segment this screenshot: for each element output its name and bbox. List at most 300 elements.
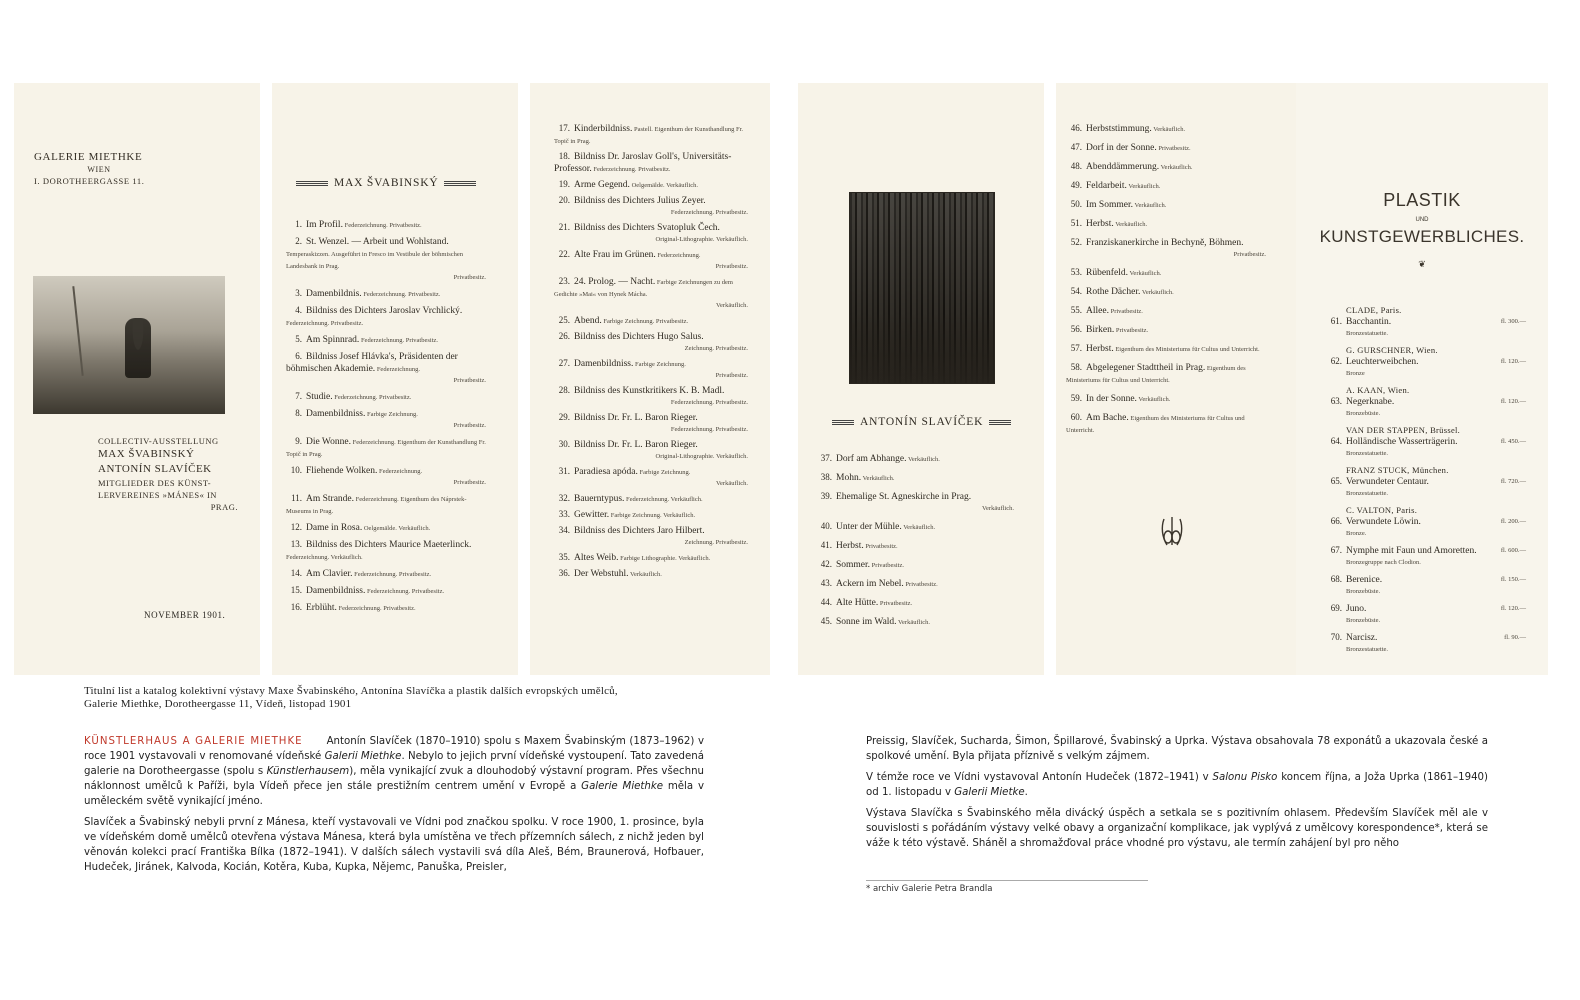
catalog-page-slavicek-1 [798,83,1044,675]
entry-number: 34. [558,525,570,535]
entry-number: 40. [820,521,832,531]
entry-ownership: Federzeichnung. Privatbesitz. [670,426,748,433]
entry-description: Farbige Zeichnung. Verkäuflich. [609,512,696,519]
catalog-entry [1066,305,1266,317]
catalog-list [554,123,748,584]
caption-line-2: Galerie Miethke, Dorotheergasse 11, Vídeň, listopad 1901 [84,697,352,710]
entry-title: Bildniss Josef Hlávka's, Präsidenten der böhmischen Akademie. [286,352,458,374]
catalog-entry [286,568,486,580]
entry-description: Federzeichnung. Privatbesitz. [359,337,439,344]
entry-ownership: Original-Lithographie. Verkäuflich. [655,453,748,460]
catalog-entry [286,602,486,614]
entry-title: Sommer. [836,560,871,570]
entry-description: Privatbesitz. [1108,308,1143,315]
catalog-entry [554,331,748,354]
entry-number: 70. [1330,632,1342,642]
catalog-entry [1066,362,1266,386]
plastik-entry [1326,345,1526,379]
entry-price: fl. 300.— [1500,318,1526,325]
catalog-entry [554,385,748,408]
catalog-entry [1066,412,1266,436]
entry-description: Privatbesitz. [1156,145,1191,152]
entry-title: Leuchterweibchen. [1346,357,1419,367]
exhibition-line: COLLECTIV-AUSSTELLUNG [98,436,219,446]
entry-title: Im Sommer. [1086,200,1133,210]
entry-number: 14. [290,568,302,578]
entry-ownership: Privatbesitz. [1233,251,1266,258]
entry-title: Im Profil. [306,220,343,230]
plastik-title [1296,190,1548,270]
catalog-entry [816,559,1014,571]
entry-number: 21. [558,222,570,232]
text-run: . [1024,787,1028,798]
entry-title: Verwundeter Centaur. [1346,477,1429,487]
catalog-entry [554,525,748,548]
entry-description: Farbige Zeichnungen zu dem Gedichte »Mai« von Hynek Mácha. [554,279,733,298]
forest-painting-image [849,192,995,384]
entry-number: 63. [1330,396,1342,406]
entry-description: Federzeichnung. Privatbesitz. [332,394,412,401]
text-run: měla v uměleckém světě vynikající jméno. [84,781,704,807]
catalog-entry [1066,267,1266,279]
entry-number: 30. [558,439,570,449]
plastik-title-a: PLASTIK [1383,190,1461,210]
entry-ownership: Verkäuflich. [716,302,748,309]
entry-title: Bildniss des Dichters Svatopluk Čech. [574,223,720,233]
entry-title: Bildniss des Dichters Jaro Hilbert. [574,526,705,536]
entry-number: 58. [1070,362,1082,372]
catalog-entry [1066,180,1266,192]
text-run: ), měla vynikající zvuk a dlouhodobý výstavní program. Přes všechnu náklonnost umělců k Paříži, byla Vídeň přece jen stále prestižním centrem umění v Evropě a [84,766,704,792]
entry-title: Dorf in der Sonne. [1086,143,1157,153]
catalog-entry [554,358,748,381]
entry-title: Birken. [1086,325,1115,335]
entry-title: Die Wonne. [306,437,351,447]
catalog-entry [1066,393,1266,405]
entry-number: 33. [558,509,570,519]
entry-title: Am Clavier. [306,569,353,579]
painting-figure [125,318,151,378]
catalog-page-slavicek-2 [1056,83,1296,675]
entry-title: Abgelegener Stadttheil in Prag. [1086,363,1206,373]
entry-title: Bacchantin. [1346,317,1392,327]
entry-title: Am Strande. [306,494,355,504]
text-run: V témže roce ve Vídni vystavoval Antonín Hudeček (1872–1941) v [866,772,1213,783]
catalog-list [1326,305,1526,661]
entry-number: 67. [1330,545,1342,555]
catalog-entry [1066,324,1266,336]
entry-title: In der Sonne. [1086,394,1137,404]
entry-number: 29. [558,412,570,422]
entry-title: Bildniss des Kunstkritikers K. B. Madl. [574,386,725,396]
catalog-entry [1066,343,1266,355]
entry-description: Eigenthum des Ministeriums für Cultus und Unterricht. [1066,365,1246,384]
entry-price: fl. 120.— [1500,358,1526,365]
entry-description: Bronzestatuette. [1346,490,1389,497]
entry-title: Abenddämmerung. [1086,162,1160,172]
entry-title: Holländische Wasserträgerin. [1346,437,1458,447]
entry-description: Bronzestatuette. [1346,450,1389,457]
entry-description: Bronzestatuette. [1346,646,1389,653]
entry-number: 37. [820,453,832,463]
artist-name: A. KAAN, Wien. [1346,385,1410,395]
catalog-entry [816,472,1014,484]
catalog-entry [286,351,486,386]
catalog-date: NOVEMBER 1901. [144,610,226,620]
entry-number: 60. [1070,412,1082,422]
entry-description: Privatbesitz. [878,600,913,607]
entry-description: Verkäuflich. [1140,289,1174,296]
catalog-entry [1066,237,1266,260]
entry-title: Negerknabe. [1346,397,1395,407]
entry-number: 25. [558,315,570,325]
footnote: * archiv Galerie Petra Brandla [866,884,993,894]
exhibition-title-block [98,435,238,513]
entry-description: Federzeichnung. Eigenthum der Kunsthandlung Fr. Topič in Prag. [286,439,486,458]
catalog-entry [816,540,1014,552]
entry-number: 10. [290,465,302,475]
entry-number: 7. [295,391,302,401]
exhibition-line: MITGLIEDER DES KÜNST- [98,478,212,488]
catalog-entry [554,179,748,191]
entry-ownership: Privatbesitz. [453,422,486,429]
heading-rule-right [989,420,1011,425]
entry-number: 51. [1070,218,1082,228]
catalog-entry [1066,123,1266,135]
entry-price: fl. 600.— [1500,547,1526,554]
entry-number: 49. [1070,180,1082,190]
entry-description: Verkäuflich. [1113,221,1148,228]
entry-number: 46. [1070,123,1082,133]
catalog-entry [286,391,486,403]
entry-number: 36. [558,568,570,578]
entry-description: Farbige Lithographie. Verkäuflich. [618,555,711,562]
catalog-entry [554,439,748,462]
text-italic: Galerii Miethke [324,751,402,762]
plastik-entry [1326,545,1526,568]
catalog-entry [554,315,748,327]
entry-description: Farbige Zeichnung. Privatbesitz. [601,318,689,325]
entry-title: Bauerntypus. [574,494,625,504]
entry-title: 24. Prolog. — Nacht. [574,277,656,287]
heading-rule-left [832,420,854,425]
entry-description: Federzeichnung. [377,468,423,475]
catalog-entry [1066,142,1266,154]
entry-ownership: Zeichnung. Privatbesitz. [684,345,748,352]
text-run: Antonín Slavíček (1870–1910) spolu s Maxem Švabinským (1873–1962) v roce 1901 vystavovali v renomované vídeňské [84,736,704,762]
text-run: . Nebylo to jejich první vídeňské vystoupení. Tato zavedená galerie na Dorotheergasse (spolu s [84,751,704,777]
entry-description: Farbige Zeichnung. [633,361,686,368]
entry-description: Verkäuflich. [901,524,936,531]
entry-number: 55. [1070,305,1082,315]
catalog-entry [554,509,748,521]
entry-title: Altes Weib. [574,553,619,563]
entry-number: 13. [290,539,302,549]
entry-ownership: Privatbesitz. [715,263,748,270]
catalog-entry [554,249,748,272]
entry-title: Herbststimmung. [1086,124,1152,134]
entry-description: Verkäuflich. [1127,270,1162,277]
catalog-list [816,453,1014,635]
entry-description: Federzeichnung. Privatbesitz. [352,571,432,578]
entry-number: 18. [558,151,570,161]
entry-description: Eigenthum des Ministeriums für Cultus und Unterricht. [1113,346,1260,353]
entry-title: Feldarbeit. [1086,181,1127,191]
entry-description: Bronzebüste. [1346,588,1381,595]
entry-title: Ehemalige St. Agneskirche in Prag. [836,492,972,502]
entry-number: 23. [558,276,570,286]
entry-number: 47. [1070,142,1082,152]
entry-ownership: Original-Lithographie. Verkäuflich. [655,236,748,243]
exhibition-line: ANTONÍN SLAVÍČEK [98,463,212,475]
entry-number: 65. [1330,476,1342,486]
entry-number: 22. [558,249,570,259]
entry-number: 31. [558,466,570,476]
gallery-name: GALERIE MIETHKE [34,151,143,163]
catalog-entry [286,219,486,231]
entry-title: Bildniss des Dichters Hugo Salus. [574,332,704,342]
entry-number: 1. [295,219,302,229]
entry-title: Unter der Mühle. [836,522,902,532]
heading-rule-right [444,181,476,186]
entry-description: Federzeichnung. Verkäuflich. [286,554,363,561]
entry-number: 38. [820,472,832,482]
entry-number: 62. [1330,356,1342,366]
entry-number: 42. [820,559,832,569]
catalog-entry [1066,161,1266,173]
entry-ownership: Privatbesitz. [453,274,486,281]
plastik-entry [1326,574,1526,597]
entry-title: Nymphe mit Faun und Amoretten. [1346,546,1477,556]
entry-description: Oelgemälde. Verkäuflich. [362,525,431,532]
entry-title: Studie. [306,392,333,402]
artist-name: G. GURSCHNER, Wien. [1346,345,1438,355]
entry-description: Verkäuflich. [1159,164,1193,171]
entry-title: Damenbildniss. [574,359,634,369]
ornament-icon: ❦ [1418,259,1426,269]
entry-title: Berenice. [1346,575,1383,585]
catalog-entry [286,408,486,431]
entry-title: Mohn. [836,473,862,483]
catalog-entry [286,522,486,534]
entry-number: 44. [820,597,832,607]
entry-number: 43. [820,578,832,588]
entry-number: 32. [558,493,570,503]
entry-title: Franziskanerkirche in Bechyně, Böhmen. [1086,238,1244,248]
entry-title: Paradiesa apóda. [574,467,638,477]
catalog-entry [816,453,1014,465]
catalog-entry [286,236,486,283]
section-heading-svabinsky [296,177,476,189]
artist-name: VAN DER STAPPEN, Brüssel. [1346,425,1461,435]
entry-title: Damenbildniss. [306,586,366,596]
entry-number: 56. [1070,324,1082,334]
entry-description: Verkäuflich. [906,456,940,463]
entry-title: Bildniss Dr. Fr. L. Baron Rieger. [574,440,698,450]
entry-number: 57. [1070,343,1082,353]
entry-number: 15. [290,585,302,595]
entry-number: 11. [291,493,302,503]
catalog-page-svabinsky-1 [272,83,518,675]
plastik-entry [1326,505,1526,539]
catalog-entry [554,412,748,435]
title-painting-image [33,276,225,414]
entry-description: Federzeichnung. Privatbesitz. [591,166,671,173]
entry-price: fl. 90.— [1504,634,1526,641]
catalog-entry [816,521,1014,533]
entry-number: 61. [1330,316,1342,326]
entry-price: fl. 150.— [1500,576,1526,583]
entry-description: Federzeichnung. Privatbesitz. [365,588,445,595]
entry-description: Temperaskizzen. Ausgeführt in Fresco im Vestibule der böhmischen Landesbank in Prag. [286,251,464,270]
entry-description: Federzeichnung. Eigenthum des Náprstek-Museums in Prag. [286,496,467,515]
entry-title: Kinderbildniss. [574,124,633,134]
catalog-entry [816,491,1014,514]
entry-number: 9. [295,436,302,446]
entry-number: 5. [295,334,302,344]
entry-title: Juno. [1346,604,1367,614]
entry-price: fl. 200.— [1500,518,1526,525]
entry-price: fl. 720.— [1500,478,1526,485]
text-run: koncem října, a Joža Uprka (1861–1940) od 1. listopadu v [866,772,1489,798]
catalog-entry [286,436,486,460]
entry-ownership: Verkäuflich. [982,505,1014,512]
heading-rule-left [296,181,328,186]
plastik-entry [1326,603,1526,626]
entry-number: 20. [558,195,570,205]
catalog-page-plastik [1296,83,1548,675]
entry-description: Federzeichnung. Privatbesitz. [361,291,441,298]
entry-title: Am Bache. [1086,413,1129,423]
entry-title: Bildniss des Dichters Julius Zeyer. [574,196,706,206]
entry-description: Privatbesitz. [870,562,904,569]
entry-ownership: Federzeichnung. Privatbesitz. [670,399,748,406]
entry-number: 17. [558,123,570,133]
entry-description: Verkäuflich. [1126,183,1161,190]
entry-description: Verkäuflich. [1132,202,1167,209]
entry-title: Bildniss Dr. Fr. L. Baron Rieger. [574,413,698,423]
plastik-title-b: KUNSTGEWERBLICHES. [1319,227,1525,246]
catalog-entry [554,123,748,147]
catalog-entry [554,151,748,175]
catalog-entry [1066,218,1266,230]
entry-ownership: Privatbesitz. [453,377,486,384]
heading-text: MAX ŠVABINSKÝ [334,177,439,189]
entry-description: Verkäuflich. [896,619,930,626]
catalog-page-svabinsky-2 [530,83,770,675]
text-italic: Salonu Pisko [1212,772,1278,783]
entry-title: Alte Frau im Grünen. [574,250,656,260]
entry-number: 28. [558,385,570,395]
entry-title: Dame in Rosa. [306,523,363,533]
paragraph: Výstava Slavíčka s Švabinského měla divácký úspěch a setkala se s pozitivním ohlasem. Především Slavíček měl ale v souvislosti s pořádáním výstavy velké obavy a organizační komplikace, jak vyplývá z umělcovy korespondence*, která se váže k této výstavě. Sháněl a shromažďoval práce vhodné pro výstavu, ale termín zahájení byl pro něho [866,808,1488,849]
catalog-entry [554,568,748,580]
catalog-entry [816,616,1014,628]
entry-description: Pastell. Eigenthum der Kunsthandlung Fr. Topič in Prag. [554,126,743,145]
plastik-entry [1326,425,1526,459]
plastik-entry [1326,465,1526,499]
catalog-entry [286,539,486,563]
entry-description: Federzeichnung. Privatbesitz. [342,222,422,229]
entry-title: Gewitter. [574,510,610,520]
entry-title: Der Webstuhl. [574,569,629,579]
entry-title: Bildniss des Dichters Maurice Maeterlinck. [306,540,472,550]
entry-number: 45. [820,616,832,626]
entry-number: 68. [1330,574,1342,584]
entry-description: Federzeichnung. Privatbesitz. [286,320,364,327]
entry-number: 26. [558,331,570,341]
entry-title: Fliehende Wolken. [306,466,378,476]
paragraph [866,770,1488,800]
entry-title: St. Wenzel. — Arbeit und Wohlstand. [306,237,449,247]
entry-price: fl. 450.— [1500,438,1526,445]
exhibition-line: PRAG. [210,502,238,512]
entry-description: Bronzestatuette. [1346,330,1389,337]
entry-title: Am Spinnrad. [306,335,360,345]
entry-title: Herbst. [836,541,864,551]
entry-title: Rübenfeld. [1086,268,1128,278]
entry-title: Bildniss Dr. Jaroslav Goll's, Universitäts-Professor. [554,152,732,174]
entry-title: Arme Gegend. [574,180,630,190]
gallery-title-block [34,151,164,186]
plastik-entry [1326,632,1526,655]
entry-number: 69. [1330,603,1342,613]
entry-description: Verkäuflich. [1151,126,1186,133]
exhibition-line: MAX ŠVABINSKÝ [98,448,195,460]
entry-title: Damenbildnis. [306,289,362,299]
entry-description: Eigenthum des Ministeriums für Cultus und Unterricht. [1066,415,1245,434]
artist-name: FRANZ STUCK, München. [1346,465,1449,475]
entry-description: Privatbesitz. [903,581,938,588]
entry-title: Abend. [574,316,602,326]
entry-description: Farbige Zeichnung. [637,469,691,476]
entry-description: Oelgemälde. Verkäuflich. [629,182,699,189]
entry-title: Erblüht. [306,603,337,613]
entry-description: Bronzebüste. [1346,410,1381,417]
entry-number: 19. [558,179,570,189]
entry-title: Allee. [1086,306,1109,316]
catalog-entry [286,334,486,346]
catalog-entry [816,578,1014,590]
entry-description: Bronze [1346,370,1365,377]
catalog-list [286,219,486,619]
entry-title: Ackern im Nebel. [836,579,904,589]
entry-description: Farbige Zeichnung. [365,411,418,418]
gallery-address: I. DOROTHEERGASSE 11. [34,176,145,186]
paragraph [84,734,704,809]
figure-caption [84,685,724,710]
entry-ownership: Privatbesitz. [453,479,486,486]
entry-title: Sonne im Wald. [836,617,897,627]
section-head: KÜNSTLERHAUS A GALERIE MIETHKE [84,736,303,747]
entry-title: Verwundete Löwin. [1346,517,1421,527]
entry-number: 39. [820,491,832,501]
entry-number: 66. [1330,516,1342,526]
entry-description: Bronzegruppe nach Clodion. [1346,559,1421,566]
text-italic: Künstlerhausem [266,766,350,777]
entry-description: Privatbesitz. [863,543,898,550]
entry-title: Bildniss des Dichters Jaroslav Vrchlický. [306,306,463,316]
catalog-entry [286,493,486,517]
paragraph: Slavíček a Švabinský nebyli první z Mánesa, kteří vystavovali ve Vídni pod značkou spolku. V roce 1900, 1. prosince, byla ve vídeňském domě umělců otevřena výstava Mánesa, která byla umístěna ve třech přízemních sálech, z nichž jeden byl věnován kolekci prací Františka Bílka (1872–1941). V dalších sálech vystavili svá díla Aleš, Bém, Braunerová, Hofbauer, Hudeček, Jiránek, Kalvoda, Kocián, Kotěra, Kuba, Kupka, Nějemc, Panuška, Preisler, [84,817,704,873]
text-italic: Galerie Miethke [581,781,664,792]
painting-tree [72,286,83,376]
entry-ownership: Verkäuflich. [716,480,748,487]
manes-logo-icon [1158,515,1186,549]
catalog-entry [286,585,486,597]
catalog-entry [554,466,748,489]
entry-price: fl. 120.— [1500,398,1526,405]
